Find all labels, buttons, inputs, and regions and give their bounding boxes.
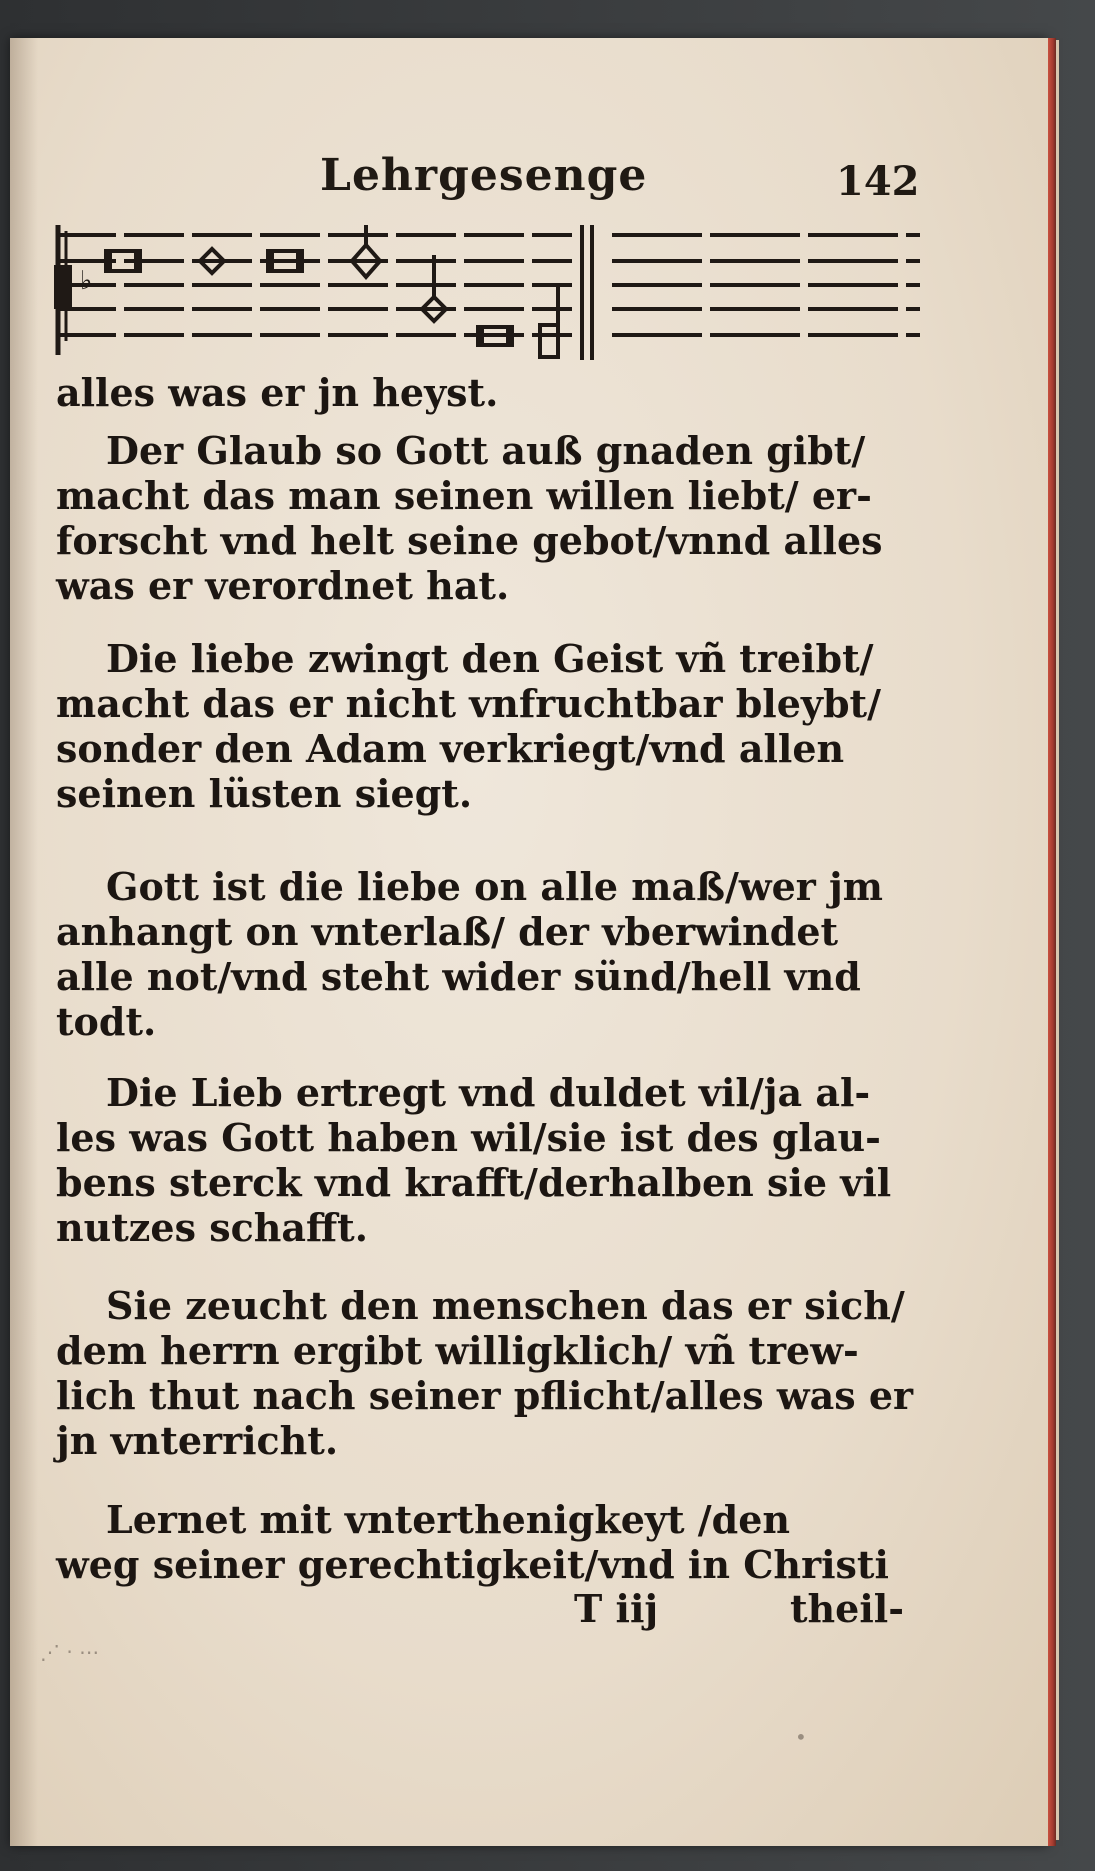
stanza-line: alle not/vnd steht wider sünd/hell vnd [56, 954, 861, 999]
stanza-3 [56, 864, 936, 1044]
stanza-line: anhangt on vnterlaß/ der vberwindet [56, 909, 839, 954]
stanza-line: macht das man seinen willen liebt/ er- [56, 473, 872, 518]
lyric-line: alles was er jn heyst. [56, 370, 499, 415]
page-edge-highlight [1056, 40, 1059, 1840]
stanza-line: Lernet mit vnterthenigkeyt /den [106, 1497, 790, 1542]
stanza-line: sonder den Adam verkriegt/vnd allen [56, 726, 845, 771]
gutter-shadow [10, 38, 38, 1846]
stanza-line: Der Glaub so Gott auß gnaden gibt/ [106, 428, 866, 473]
stanza-line: Gott ist die liebe on alle maß/wer jm [106, 864, 883, 909]
stanza-line: nutzes schafft. [56, 1205, 368, 1250]
running-title: Lehrgesenge [320, 150, 648, 201]
red-page-edge [1048, 38, 1056, 1846]
stanza-line: jn vnterricht. [56, 1418, 339, 1463]
stanza-line: was er verordnet hat. [56, 563, 510, 608]
stanza-line: seinen lüsten siegt. [56, 771, 473, 816]
music-lyric [56, 370, 936, 415]
bleed-through-mark: ⋰ ‧ ⋯ [40, 1640, 100, 1664]
stanza-line: Die liebe zwingt den Geist vñ treibt/ [106, 636, 874, 681]
stanza-4 [56, 1070, 936, 1250]
stanza-line: Sie zeucht den menschen das er sich/ [106, 1283, 905, 1328]
stanza-5 [56, 1283, 936, 1463]
stanza-line: lich thut nach seiner pflicht/alles was er [56, 1373, 914, 1418]
paper-speck: • [795, 1725, 807, 1749]
stanza-line: weg seiner gerechtigkeit/vnd in Christi [56, 1542, 889, 1587]
stanza-line: macht das er nicht vnfruchtbar bleybt/ [56, 681, 881, 726]
stanza-line: bens sterck vnd krafft/derhalben sie vil [56, 1160, 892, 1205]
stanza-line: todt. [56, 999, 157, 1044]
music-staff [52, 225, 922, 365]
stanza-6 [56, 1497, 936, 1587]
stanza-line: forscht vnd helt seine gebot/vnnd alles [56, 518, 883, 563]
svg-text:♭: ♭ [80, 266, 93, 296]
stanza-2 [56, 636, 936, 816]
catchword: theil- [790, 1586, 904, 1631]
stanza-line: dem herrn ergibt willigklich/ vñ trew- [56, 1328, 859, 1373]
signature-mark: T iij [574, 1586, 659, 1631]
stanza-line: Die Lieb ertregt vnd duldet vil/ja al- [106, 1070, 871, 1115]
stanza-1 [56, 428, 936, 608]
page-number: 142 [836, 158, 920, 205]
stanza-line: les was Gott haben wil/sie ist des glau- [56, 1115, 881, 1160]
